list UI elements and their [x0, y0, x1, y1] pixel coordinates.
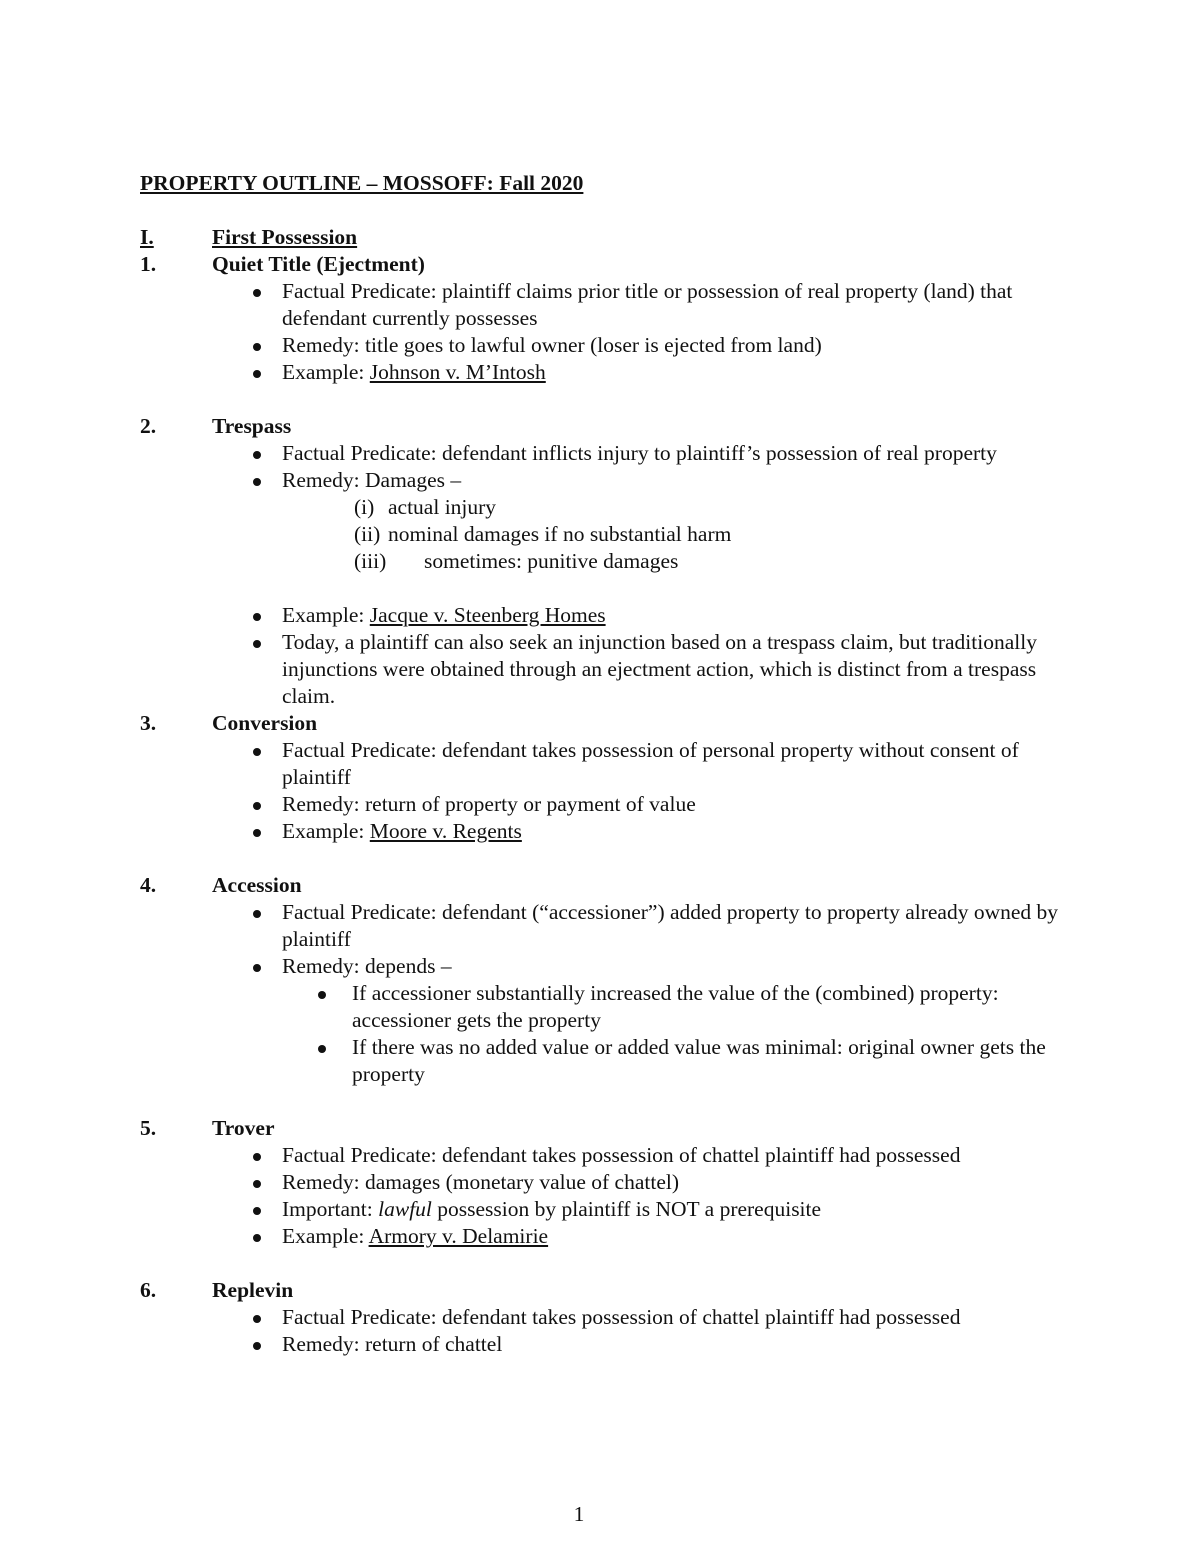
- page-title: PROPERTY OUTLINE – MOSSOFF: Fall 2020: [140, 171, 584, 195]
- section-heading: [140, 224, 1060, 251]
- case-name: Armory v. Delamirie: [368, 1224, 549, 1248]
- item-text: sometimes: punitive damages: [424, 549, 679, 573]
- topic-bullets: [140, 440, 1060, 494]
- bullet-remedy: Remedy: damages (monetary value of chattel): [140, 1169, 1060, 1196]
- bullet-factual: Factual Predicate: defendant takes possession of chattel plaintiff had possessed: [140, 1304, 1060, 1331]
- topic-number: 1.: [140, 252, 157, 276]
- topic-title: Accession: [212, 873, 302, 897]
- bullet-remedy: Remedy: return of chattel: [140, 1331, 1060, 1358]
- example-prefix: Example:: [282, 603, 370, 627]
- damages-item: [354, 494, 1060, 521]
- bullet-factual: Factual Predicate: defendant inflicts injury to plaintiff’s possession of real property: [140, 440, 1060, 467]
- remedy-subbullets: [140, 980, 1060, 1088]
- bullet-remedy: Remedy: return of property or payment of value: [140, 791, 1060, 818]
- case-name: Moore v. Regents: [369, 819, 522, 843]
- item-label: (i): [354, 495, 375, 519]
- damages-list: [140, 494, 1060, 575]
- bullet-factual: Factual Predicate: defendant takes possession of personal property without consent of plaintiff: [140, 737, 1060, 791]
- topic-title: Replevin: [212, 1278, 294, 1302]
- bullet-factual: Factual Predicate: plaintiff claims prior title or possession of real property (land) that defendant currently possesses: [140, 278, 1060, 332]
- bullet-example: [140, 359, 1060, 386]
- bullet-example: [140, 1223, 1060, 1250]
- bullet-factual: Factual Predicate: defendant takes possession of chattel plaintiff had possessed: [140, 1142, 1060, 1169]
- bullet-factual: Factual Predicate: defendant (“accessioner”) added property to property already owned by plaintiff: [140, 899, 1060, 953]
- topic-bullets: [140, 899, 1060, 980]
- topic-heading-quiet-title: [140, 251, 1060, 278]
- topic-bullets: [140, 602, 1060, 710]
- important-suffix: possession by plaintiff is NOT a prerequisite: [431, 1197, 822, 1221]
- case-name: Jacque v. Steenberg Homes: [369, 603, 606, 627]
- topic-heading-trover: [140, 1115, 1060, 1142]
- topic-bullets: [140, 1142, 1060, 1250]
- subbullet-increased-value: If accessioner substantially increased the value of the (combined) property: accessioner gets the property: [140, 980, 1060, 1034]
- section-title: First Possession: [212, 225, 358, 249]
- example-prefix: Example:: [282, 819, 370, 843]
- important-prefix: Important:: [282, 1197, 379, 1221]
- topic-title: Trover: [212, 1116, 275, 1140]
- bullet-note: Today, a plaintiff can also seek an injunction based on a trespass claim, but traditionally injunctions were obtained through an ejectment action, which is distinct from a trespass claim.: [140, 629, 1060, 710]
- example-prefix: Example:: [282, 1224, 369, 1248]
- topic-number: 3.: [140, 711, 157, 735]
- item-text: nominal damages if no substantial harm: [388, 522, 732, 546]
- section-number: I.: [140, 225, 154, 249]
- bullet-important: [140, 1196, 1060, 1223]
- topic-number: 2.: [140, 414, 157, 438]
- bullet-example: [140, 818, 1060, 845]
- outline-body: [140, 224, 1060, 1358]
- topic-bullets: [140, 1304, 1060, 1358]
- topic-heading-replevin: [140, 1277, 1060, 1304]
- item-text: actual injury: [388, 495, 497, 519]
- page-number: 1: [573, 1502, 585, 1526]
- item-label: (iii): [354, 549, 387, 573]
- topic-number: 6.: [140, 1278, 157, 1302]
- topic-number: 5.: [140, 1116, 157, 1140]
- topic-heading-accession: [140, 872, 1060, 899]
- bullet-remedy: Remedy: Damages –: [140, 467, 1060, 494]
- damages-item: [354, 521, 1060, 548]
- topic-number: 4.: [140, 873, 157, 897]
- subbullet-no-added-value: If there was no added value or added value was minimal: original owner gets the property: [140, 1034, 1060, 1088]
- topic-title: Trespass: [212, 414, 292, 438]
- emphasis-lawful: lawful: [378, 1197, 432, 1221]
- damages-item: [354, 548, 1060, 575]
- topic-title: Conversion: [212, 711, 318, 735]
- topic-bullets: [140, 737, 1060, 845]
- case-name: Johnson v. M’Intosh: [369, 360, 546, 384]
- bullet-remedy: Remedy: depends –: [140, 953, 1060, 980]
- topic-title: Quiet Title (Ejectment): [212, 252, 425, 276]
- item-label: (ii): [354, 522, 381, 546]
- topic-heading-conversion: [140, 710, 1060, 737]
- example-prefix: Example:: [282, 360, 370, 384]
- topic-heading-trespass: [140, 413, 1060, 440]
- bullet-example: [140, 602, 1060, 629]
- bullet-remedy: Remedy: title goes to lawful owner (loser is ejected from land): [140, 332, 1060, 359]
- topic-bullets: [140, 278, 1060, 386]
